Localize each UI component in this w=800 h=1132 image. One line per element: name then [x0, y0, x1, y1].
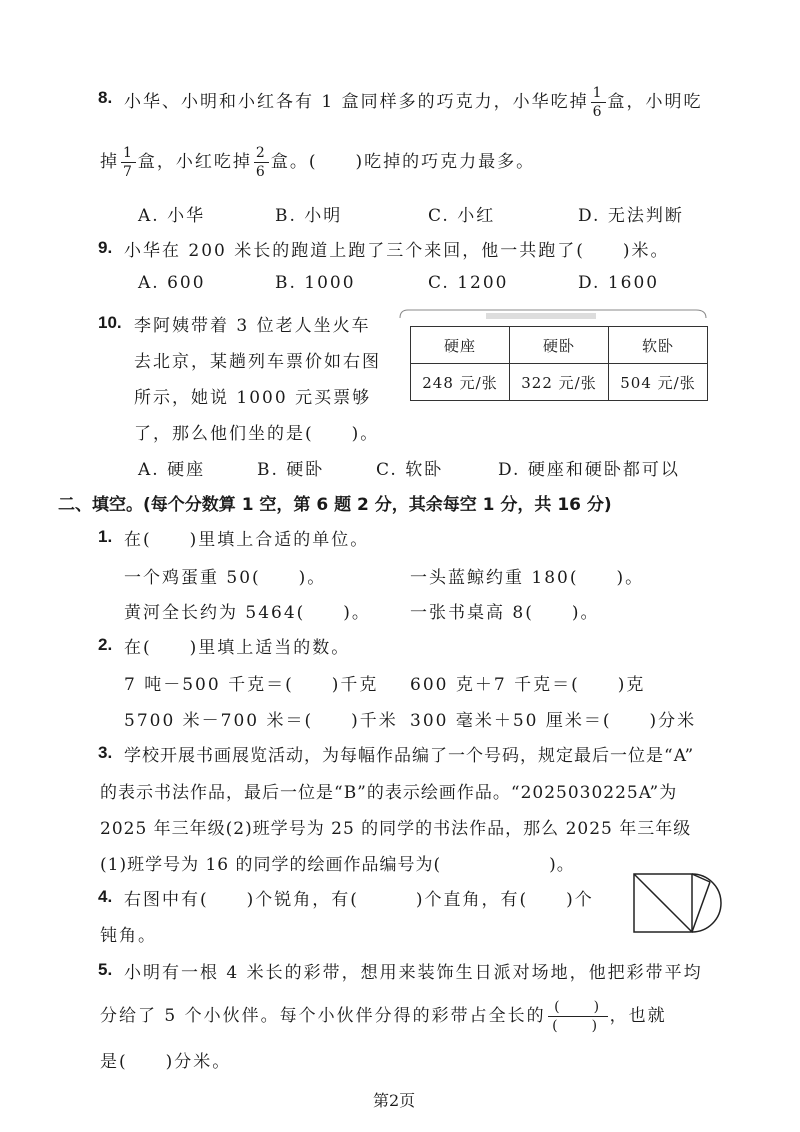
page-number: 第2页 [373, 1091, 416, 1110]
table-row [411, 364, 708, 401]
question-8-option-c[interactable]: C. 小红 [428, 206, 496, 226]
question-8-option-b[interactable]: B. 小明 [275, 206, 343, 226]
fraction-numerator: ( ) [548, 1000, 608, 1017]
angle-figure [628, 868, 724, 938]
ticket-tab [486, 313, 596, 319]
question-10-line-2: 去北京，某趟列车票价如右图 [134, 352, 381, 372]
question-9-option-c[interactable]: C. 1200 [428, 273, 509, 293]
fill-2-millimeters[interactable]: 300 毫米＋50 厘米＝( )分米 [410, 711, 697, 731]
fill-3-number: 3. [98, 743, 113, 762]
fraction-blank[interactable] [548, 1000, 608, 1033]
fill-4-number: 4. [98, 887, 113, 906]
fraction-one-seventh [121, 146, 136, 179]
fraction-numerator: 1 [123, 145, 134, 161]
question-8-line-1 [124, 86, 703, 119]
fill-2-text: 在( )里填上适当的数。 [124, 638, 351, 658]
fill-3-line-4[interactable]: (1)班学号为 16 的同学的绘画作品编号为( )。 [100, 855, 575, 875]
price-soft-sleeper: 504 元/张 [609, 364, 708, 401]
question-10-number: 10. [98, 313, 122, 332]
fraction-denominator: 6 [592, 104, 604, 120]
price-hard-seat: 248 元/张 [411, 364, 510, 401]
price-hard-sleeper: 322 元/张 [510, 364, 609, 401]
fraction-denominator: 7 [123, 164, 134, 180]
header-hard-seat: 硬座 [411, 327, 510, 364]
question-8-option-a[interactable]: A. 小华 [138, 206, 206, 226]
question-8-line-2 [100, 146, 535, 179]
fraction-numerator: 2 [255, 145, 267, 161]
question-8-text-c: 掉 [100, 152, 119, 172]
question-9-text: 小华在 200 米长的跑道上跑了三个来回，他一共跑了( )米。 [124, 241, 670, 261]
fill-1-egg[interactable]: 一个鸡蛋重 50( )。 [124, 568, 327, 588]
header-soft-sleeper: 软卧 [609, 327, 708, 364]
section-2-title: 二、填空。(每个分数算 1 空，第 6 题 2 分，其余每空 1 分，共 16 分) [58, 495, 612, 515]
fill-2-grams[interactable]: 600 克＋7 千克＝( )克 [410, 675, 646, 695]
question-8-text-b: 盒，小明吃 [607, 92, 703, 112]
question-9-option-a[interactable]: A. 600 [138, 273, 206, 293]
question-10-option-b[interactable]: B. 硬卧 [257, 460, 325, 480]
fill-5-number: 5. [98, 960, 113, 979]
fill-5-text-b: ，也就 [609, 1006, 667, 1026]
fill-3-line-1: 学校开展书画展览活动，为每幅作品编了一个号码，规定最后一位是“A” [124, 746, 695, 766]
fill-1-desk[interactable]: 一张书桌高 8( )。 [410, 603, 600, 623]
fill-1-text: 在( )里填上合适的单位。 [124, 530, 370, 550]
fraction-numerator: 1 [592, 85, 604, 101]
question-9-option-b[interactable]: B. 1000 [275, 273, 356, 293]
fraction-one-sixth [591, 86, 606, 119]
fill-1-whale[interactable]: 一头蓝鲸约重 180( )。 [410, 568, 645, 588]
table-header-row [411, 327, 708, 364]
fill-5-line-1: 小明有一根 4 米长的彩带，想用来装饰生日派对场地，他把彩带平均 [124, 963, 703, 983]
fill-4-line-1[interactable]: 右图中有( )个锐角，有( )个直角，有( )个 [124, 890, 594, 910]
fill-2-number: 2. [98, 635, 113, 654]
question-10-option-d[interactable]: D. 硬座和硬卧都可以 [498, 460, 680, 480]
header-hard-sleeper: 硬卧 [510, 327, 609, 364]
question-10-line-3: 所示，她说 1000 元买票够 [134, 388, 372, 408]
fill-3-line-3: 2025 年三年级(2)班学号为 25 的同学的书法作品，那么 2025 年三年级 [100, 819, 692, 839]
fill-1-river[interactable]: 黄河全长约为 5464( )。 [124, 603, 371, 623]
question-10-line-4: 了，那么他们坐的是( )。 [134, 424, 380, 444]
fill-5-line-3[interactable]: 是( )分米。 [100, 1052, 232, 1072]
question-8-number: 8. [98, 88, 113, 107]
question-8-text-d: 盒，小红吃掉 [137, 152, 252, 172]
question-10-option-a[interactable]: A. 硬座 [138, 460, 206, 480]
fraction-denominator: 6 [255, 164, 267, 180]
question-9-number: 9. [98, 238, 113, 257]
fill-1-number: 1. [98, 527, 113, 546]
question-8-option-d[interactable]: D. 无法判断 [578, 206, 684, 226]
question-8-text-e: 盒。( )吃掉的巧克力最多。 [270, 152, 536, 172]
fill-2-meters[interactable]: 5700 米－700 米＝( )千米 [124, 711, 398, 731]
fill-4-line-2: 钝角。 [100, 926, 157, 946]
question-10-line-1: 李阿姨带着 3 位老人坐火车 [134, 316, 371, 336]
fraction-denominator: ( ) [552, 1018, 600, 1034]
fraction-two-sixths [254, 146, 269, 179]
fill-3-line-2: 的表示书法作品，最后一位是“B”的表示绘画作品。“2025030225A”为 [100, 783, 678, 803]
question-8-text-a: 小华、小明和小红各有 1 盒同样多的巧克力，小华吃掉 [124, 92, 589, 112]
fill-5-text-a: 分给了 5 个小伙伴。每个小伙伴分得的彩带占全长的 [100, 1006, 546, 1026]
question-10-option-c[interactable]: C. 软卧 [376, 460, 444, 480]
fill-2-tons[interactable]: 7 吨－500 千克＝( )千克 [124, 675, 379, 695]
question-9-option-d[interactable]: D. 1600 [578, 273, 660, 293]
ticket-price-table [410, 326, 708, 401]
fill-5-line-2 [100, 1000, 667, 1033]
